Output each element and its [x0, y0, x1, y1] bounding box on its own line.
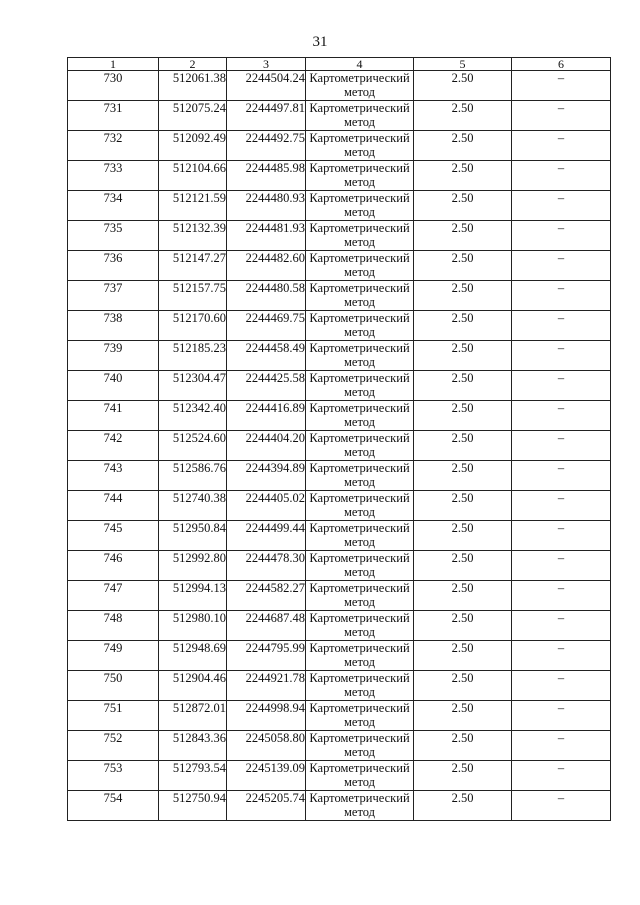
table-row	[68, 581, 611, 611]
column-header-6: 6	[512, 58, 611, 71]
note-cell: –	[512, 551, 611, 581]
x-coordinate-cell: 512342.40	[159, 401, 227, 431]
method-label-line1: Картометрический	[309, 641, 410, 655]
method-cell	[306, 641, 414, 671]
accuracy-cell: 2.50	[414, 431, 512, 461]
note-cell: –	[512, 491, 611, 521]
method-label-line1: Картометрический	[309, 191, 410, 205]
note-cell: –	[512, 311, 611, 341]
accuracy-cell: 2.50	[414, 791, 512, 821]
accuracy-cell: 2.50	[414, 521, 512, 551]
method-cell	[306, 191, 414, 221]
accuracy-cell: 2.50	[414, 401, 512, 431]
accuracy-cell: 2.50	[414, 581, 512, 611]
accuracy-cell: 2.50	[414, 191, 512, 221]
y-coordinate-cell: 2244481.93	[227, 221, 306, 251]
accuracy-cell: 2.50	[414, 251, 512, 281]
table-row	[68, 221, 611, 251]
accuracy-cell: 2.50	[414, 371, 512, 401]
accuracy-cell: 2.50	[414, 161, 512, 191]
x-coordinate-cell: 512092.49	[159, 131, 227, 161]
y-coordinate-cell: 2244482.60	[227, 251, 306, 281]
note-cell: –	[512, 461, 611, 491]
accuracy-cell: 2.50	[414, 671, 512, 701]
accuracy-cell: 2.50	[414, 551, 512, 581]
method-label-line2: метод	[343, 205, 375, 219]
y-coordinate-cell: 2244469.75	[227, 311, 306, 341]
x-coordinate-cell: 512750.94	[159, 791, 227, 821]
table-row	[68, 251, 611, 281]
note-cell: –	[512, 221, 611, 251]
method-label-line1: Картометрический	[309, 131, 410, 145]
method-cell	[306, 731, 414, 761]
method-label-line2: метод	[343, 685, 375, 699]
point-number-cell: 752	[68, 731, 159, 761]
note-cell: –	[512, 761, 611, 791]
x-coordinate-cell: 512872.01	[159, 701, 227, 731]
method-cell	[306, 101, 414, 131]
note-cell: –	[512, 281, 611, 311]
note-cell: –	[512, 161, 611, 191]
note-cell: –	[512, 71, 611, 101]
x-coordinate-cell: 512843.36	[159, 731, 227, 761]
table-row	[68, 191, 611, 221]
note-cell: –	[512, 611, 611, 641]
x-coordinate-cell: 512950.84	[159, 521, 227, 551]
method-label-line2: метод	[343, 445, 375, 459]
method-cell	[306, 671, 414, 701]
table-row	[68, 731, 611, 761]
x-coordinate-cell: 512980.10	[159, 611, 227, 641]
method-cell	[306, 371, 414, 401]
x-coordinate-cell: 512132.39	[159, 221, 227, 251]
table-row	[68, 311, 611, 341]
method-cell	[306, 611, 414, 641]
y-coordinate-cell: 2244480.58	[227, 281, 306, 311]
accuracy-cell: 2.50	[414, 71, 512, 101]
note-cell: –	[512, 131, 611, 161]
method-label-line1: Картометрический	[309, 401, 410, 415]
note-cell: –	[512, 791, 611, 821]
method-cell	[306, 311, 414, 341]
method-cell	[306, 341, 414, 371]
x-coordinate-cell: 512304.47	[159, 371, 227, 401]
method-cell	[306, 281, 414, 311]
note-cell: –	[512, 341, 611, 371]
accuracy-cell: 2.50	[414, 341, 512, 371]
y-coordinate-cell: 2245205.74	[227, 791, 306, 821]
x-coordinate-cell: 512740.38	[159, 491, 227, 521]
method-cell	[306, 551, 414, 581]
method-label-line1: Картометрический	[309, 461, 410, 475]
x-coordinate-cell: 512075.24	[159, 101, 227, 131]
point-number-cell: 732	[68, 131, 159, 161]
x-coordinate-cell: 512524.60	[159, 431, 227, 461]
method-label-line2: метод	[343, 115, 375, 129]
page-number: 31	[312, 34, 328, 50]
method-cell	[306, 461, 414, 491]
method-label-line1: Картометрический	[309, 161, 410, 175]
method-cell	[306, 521, 414, 551]
method-label-line1: Картометрический	[309, 761, 410, 775]
method-label-line2: метод	[343, 745, 375, 759]
column-header-4: 4	[306, 58, 414, 71]
table-row	[68, 611, 611, 641]
point-number-cell: 745	[68, 521, 159, 551]
point-number-cell: 754	[68, 791, 159, 821]
accuracy-cell: 2.50	[414, 611, 512, 641]
y-coordinate-cell: 2244998.94	[227, 701, 306, 731]
method-cell	[306, 251, 414, 281]
note-cell: –	[512, 581, 611, 611]
accuracy-cell: 2.50	[414, 701, 512, 731]
y-coordinate-cell: 2244425.58	[227, 371, 306, 401]
x-coordinate-cell: 512948.69	[159, 641, 227, 671]
y-coordinate-cell: 2244480.93	[227, 191, 306, 221]
y-coordinate-cell: 2244492.75	[227, 131, 306, 161]
x-coordinate-cell: 512170.60	[159, 311, 227, 341]
accuracy-cell: 2.50	[414, 461, 512, 491]
table-row	[68, 431, 611, 461]
y-coordinate-cell: 2244497.81	[227, 101, 306, 131]
point-number-cell: 736	[68, 251, 159, 281]
y-coordinate-cell: 2245058.80	[227, 731, 306, 761]
method-label-line1: Картометрический	[309, 491, 410, 505]
point-number-cell: 740	[68, 371, 159, 401]
method-label-line1: Картометрический	[309, 671, 410, 685]
column-header-3: 3	[227, 58, 306, 71]
y-coordinate-cell: 2244416.89	[227, 401, 306, 431]
method-cell	[306, 791, 414, 821]
table-header	[68, 58, 611, 71]
accuracy-cell: 2.50	[414, 761, 512, 791]
x-coordinate-cell: 512061.38	[159, 71, 227, 101]
note-cell: –	[512, 731, 611, 761]
note-cell: –	[512, 521, 611, 551]
method-label-line1: Картометрический	[309, 611, 410, 625]
point-number-cell: 742	[68, 431, 159, 461]
table-row	[68, 551, 611, 581]
method-label-line2: метод	[343, 625, 375, 639]
x-coordinate-cell: 512904.46	[159, 671, 227, 701]
point-number-cell: 743	[68, 461, 159, 491]
method-label-line1: Картометрический	[309, 71, 410, 85]
method-label-line1: Картометрический	[309, 341, 410, 355]
point-number-cell: 748	[68, 611, 159, 641]
y-coordinate-cell: 2244405.02	[227, 491, 306, 521]
method-label-line1: Картометрический	[309, 371, 410, 385]
note-cell: –	[512, 191, 611, 221]
accuracy-cell: 2.50	[414, 491, 512, 521]
accuracy-cell: 2.50	[414, 311, 512, 341]
point-number-cell: 753	[68, 761, 159, 791]
x-coordinate-cell: 512147.27	[159, 251, 227, 281]
y-coordinate-cell: 2245139.09	[227, 761, 306, 791]
method-label-line1: Картометрический	[309, 431, 410, 445]
column-header-5: 5	[414, 58, 512, 71]
y-coordinate-cell: 2244795.99	[227, 641, 306, 671]
column-header-1: 1	[68, 58, 159, 71]
method-cell	[306, 401, 414, 431]
method-label-line2: метод	[343, 85, 375, 99]
point-number-cell: 735	[68, 221, 159, 251]
method-label-line2: метод	[343, 265, 375, 279]
note-cell: –	[512, 431, 611, 461]
method-label-line2: метод	[343, 715, 375, 729]
y-coordinate-cell: 2244458.49	[227, 341, 306, 371]
y-coordinate-cell: 2244478.30	[227, 551, 306, 581]
x-coordinate-cell: 512157.75	[159, 281, 227, 311]
method-label-line1: Картометрический	[309, 551, 410, 565]
point-number-cell: 730	[68, 71, 159, 101]
note-cell: –	[512, 671, 611, 701]
table-row	[68, 101, 611, 131]
table-row	[68, 71, 611, 101]
x-coordinate-cell: 512992.80	[159, 551, 227, 581]
x-coordinate-cell: 512586.76	[159, 461, 227, 491]
note-cell: –	[512, 401, 611, 431]
header-row	[68, 58, 611, 71]
x-coordinate-cell: 512994.13	[159, 581, 227, 611]
method-label-line2: метод	[343, 175, 375, 189]
accuracy-cell: 2.50	[414, 131, 512, 161]
table-row	[68, 281, 611, 311]
method-cell	[306, 221, 414, 251]
method-label-line2: метод	[343, 325, 375, 339]
method-label-line1: Картометрический	[309, 101, 410, 115]
table-row	[68, 131, 611, 161]
table-row	[68, 671, 611, 701]
point-number-cell: 739	[68, 341, 159, 371]
method-label-line2: метод	[343, 145, 375, 159]
method-label-line2: метод	[343, 805, 375, 819]
table-row	[68, 791, 611, 821]
method-label-line1: Картометрический	[309, 221, 410, 235]
method-label-line2: метод	[343, 655, 375, 669]
method-label-line2: метод	[343, 505, 375, 519]
method-cell	[306, 431, 414, 461]
method-label-line2: метод	[343, 355, 375, 369]
table-row	[68, 701, 611, 731]
method-cell	[306, 701, 414, 731]
point-number-cell: 744	[68, 491, 159, 521]
method-label-line2: метод	[343, 535, 375, 549]
point-number-cell: 734	[68, 191, 159, 221]
table-row	[68, 491, 611, 521]
method-label-line2: метод	[343, 595, 375, 609]
point-number-cell: 750	[68, 671, 159, 701]
table-row	[68, 521, 611, 551]
point-number-cell: 737	[68, 281, 159, 311]
x-coordinate-cell: 512121.59	[159, 191, 227, 221]
table-row	[68, 641, 611, 671]
table-body	[68, 71, 611, 821]
method-label-line1: Картометрический	[309, 311, 410, 325]
y-coordinate-cell: 2244485.98	[227, 161, 306, 191]
point-number-cell: 738	[68, 311, 159, 341]
method-label-line1: Картометрический	[309, 521, 410, 535]
x-coordinate-cell: 512185.23	[159, 341, 227, 371]
method-label-line1: Картометрический	[309, 701, 410, 715]
point-number-cell: 747	[68, 581, 159, 611]
accuracy-cell: 2.50	[414, 641, 512, 671]
table-row	[68, 401, 611, 431]
y-coordinate-cell: 2244404.20	[227, 431, 306, 461]
accuracy-cell: 2.50	[414, 281, 512, 311]
point-number-cell: 731	[68, 101, 159, 131]
point-number-cell: 751	[68, 701, 159, 731]
point-number-cell: 746	[68, 551, 159, 581]
method-cell	[306, 71, 414, 101]
y-coordinate-cell: 2244921.78	[227, 671, 306, 701]
method-label-line1: Картометрический	[309, 251, 410, 265]
method-label-line2: метод	[343, 235, 375, 249]
y-coordinate-cell: 2244582.27	[227, 581, 306, 611]
method-label-line2: метод	[343, 565, 375, 579]
method-label-line2: метод	[343, 775, 375, 789]
method-label-line2: метод	[343, 385, 375, 399]
point-number-cell: 741	[68, 401, 159, 431]
note-cell: –	[512, 371, 611, 401]
method-label-line2: метод	[343, 475, 375, 489]
note-cell: –	[512, 101, 611, 131]
note-cell: –	[512, 641, 611, 671]
table-row	[68, 761, 611, 791]
method-label-line1: Картометрический	[309, 281, 410, 295]
method-label-line2: метод	[343, 415, 375, 429]
method-cell	[306, 131, 414, 161]
accuracy-cell: 2.50	[414, 221, 512, 251]
y-coordinate-cell: 2244394.89	[227, 461, 306, 491]
y-coordinate-cell: 2244504.24	[227, 71, 306, 101]
table-row	[68, 341, 611, 371]
method-cell	[306, 581, 414, 611]
note-cell: –	[512, 251, 611, 281]
method-cell	[306, 491, 414, 521]
method-label-line1: Картометрический	[309, 581, 410, 595]
method-label-line1: Картометрический	[309, 791, 410, 805]
table-row	[68, 371, 611, 401]
method-cell	[306, 761, 414, 791]
method-label-line1: Картометрический	[309, 731, 410, 745]
y-coordinate-cell: 2244687.48	[227, 611, 306, 641]
accuracy-cell: 2.50	[414, 731, 512, 761]
y-coordinate-cell: 2244499.44	[227, 521, 306, 551]
x-coordinate-cell: 512793.54	[159, 761, 227, 791]
column-header-2: 2	[159, 58, 227, 71]
table-row	[68, 461, 611, 491]
method-cell	[306, 161, 414, 191]
point-number-cell: 749	[68, 641, 159, 671]
coordinates-table	[67, 57, 611, 821]
x-coordinate-cell: 512104.66	[159, 161, 227, 191]
method-label-line2: метод	[343, 295, 375, 309]
note-cell: –	[512, 701, 611, 731]
accuracy-cell: 2.50	[414, 101, 512, 131]
table-row	[68, 161, 611, 191]
point-number-cell: 733	[68, 161, 159, 191]
